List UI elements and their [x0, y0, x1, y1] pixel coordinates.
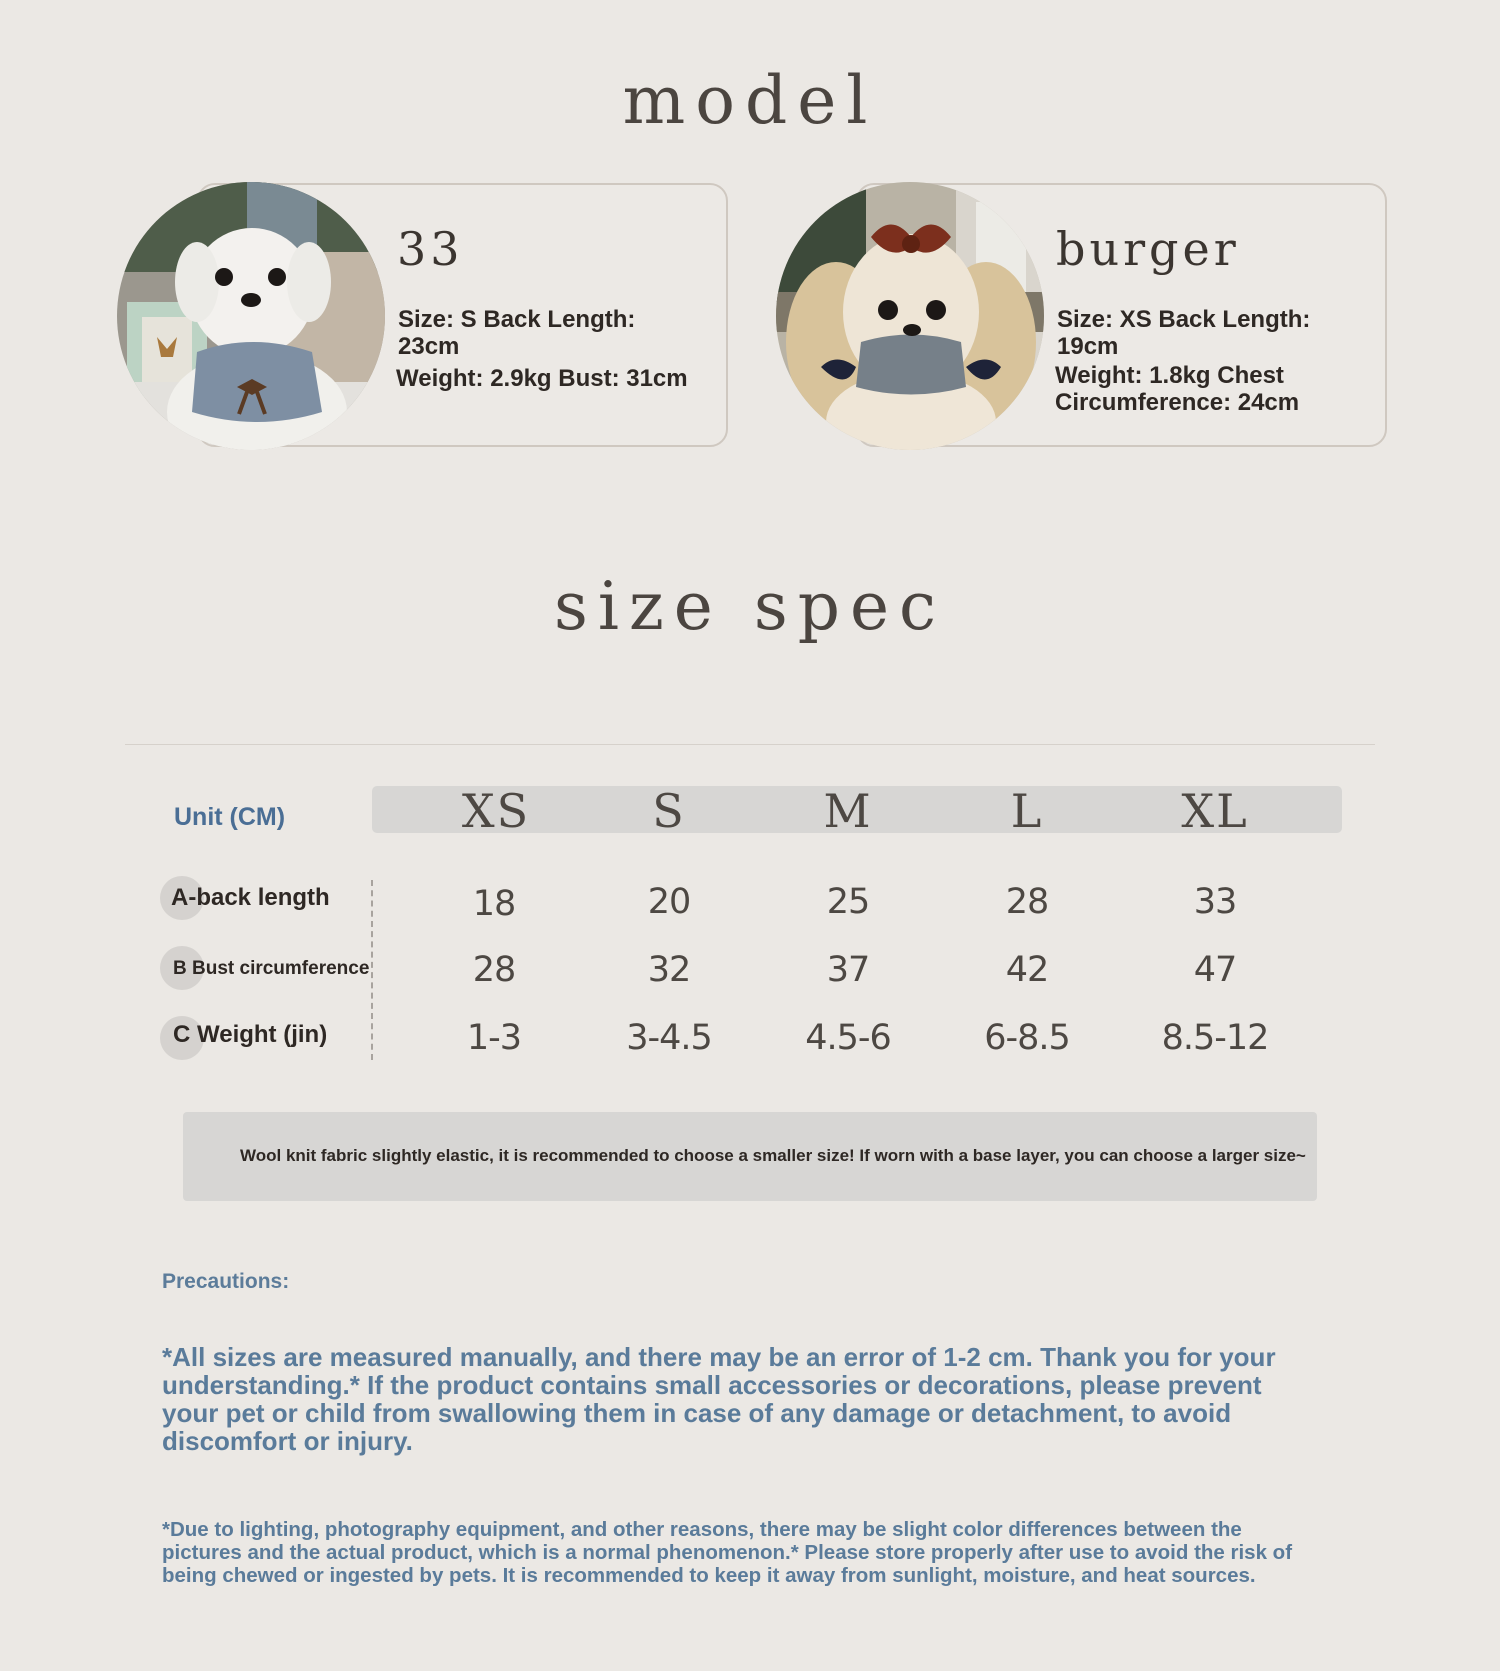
cell-a-xl: 33: [1193, 882, 1237, 922]
cell-a-l: 28: [1005, 882, 1049, 922]
model-size-33: Size: S Back Length: 23cm: [398, 306, 636, 360]
model-name-burger: burger: [1056, 222, 1240, 276]
model-weight-33: Weight: 2.9kg Bust: 31cm: [396, 365, 688, 392]
size-header-xl: XL: [1181, 784, 1249, 838]
cell-c-xs: 1-3: [466, 1018, 522, 1058]
precautions-main-text: *All sizes are measured manually, and there may be an error of 1-2 cm. Thank you for your understanding.* If the product contains small accessories or decorations, please prevent your pet or child from swallowing them in case of any damage or detachment, to avoid discomfort or injury.: [162, 1342, 1276, 1456]
model-size-burger: Size: XS Back Length: 19cm: [1057, 306, 1311, 360]
row-label-separator: [371, 880, 373, 1060]
unit-label: Unit (CM): [174, 803, 286, 831]
row-label-weight: C Weight (jin): [173, 1021, 328, 1048]
cell-b-xs: 28: [472, 950, 516, 990]
cell-c-m: 4.5-6: [805, 1018, 891, 1058]
cell-b-l: 42: [1005, 950, 1049, 990]
row-label-back-length: A-back length: [171, 884, 330, 911]
cell-c-xl: 8.5-12: [1161, 1018, 1269, 1058]
cell-c-s: 3-4.5: [626, 1018, 712, 1058]
model-name-33: 33: [397, 222, 464, 276]
size-spec-title: size spec: [554, 568, 946, 645]
size-header-s: S: [652, 784, 686, 838]
model-weight-burger: Weight: 1.8kg Chest Circumference: 24cm: [1055, 362, 1300, 416]
model-photo-burger: [776, 182, 1044, 450]
size-header-l: L: [1010, 784, 1044, 838]
size-header-xs: XS: [461, 784, 531, 838]
model-section-title: model: [622, 62, 878, 139]
model-photo-33: [117, 182, 385, 450]
cell-b-xl: 47: [1193, 950, 1237, 990]
cell-a-xs: 18: [472, 884, 516, 924]
size-header-m: M: [823, 784, 873, 838]
cell-c-l: 6-8.5: [984, 1018, 1070, 1058]
cell-a-s: 20: [647, 882, 691, 922]
row-label-bust: B Bust circumference: [173, 958, 370, 979]
precautions-title: Precautions:: [162, 1270, 290, 1293]
section-divider: [125, 744, 1375, 745]
cell-a-m: 25: [826, 882, 870, 922]
cell-b-s: 32: [647, 950, 691, 990]
dog-photo-shihtzu-icon: [776, 182, 1044, 450]
dog-photo-maltese-icon: [117, 182, 385, 450]
precautions-secondary-text: *Due to lighting, photography equipment, and other reasons, there may be slight color differences between the pictures and the actual product, which is a normal phenomenon.* Please store properly after use to avoid the risk of being chewed or ingested by pets. It is recommended to keep it away from sunlight, moisture, and heat sources.: [162, 1518, 1293, 1587]
fabric-note-text: Wool knit fabric slightly elastic, it is recommended to choose a smaller size! If worn with a base layer, you can choose a larger size~: [240, 1146, 1306, 1165]
cell-b-m: 37: [826, 950, 870, 990]
